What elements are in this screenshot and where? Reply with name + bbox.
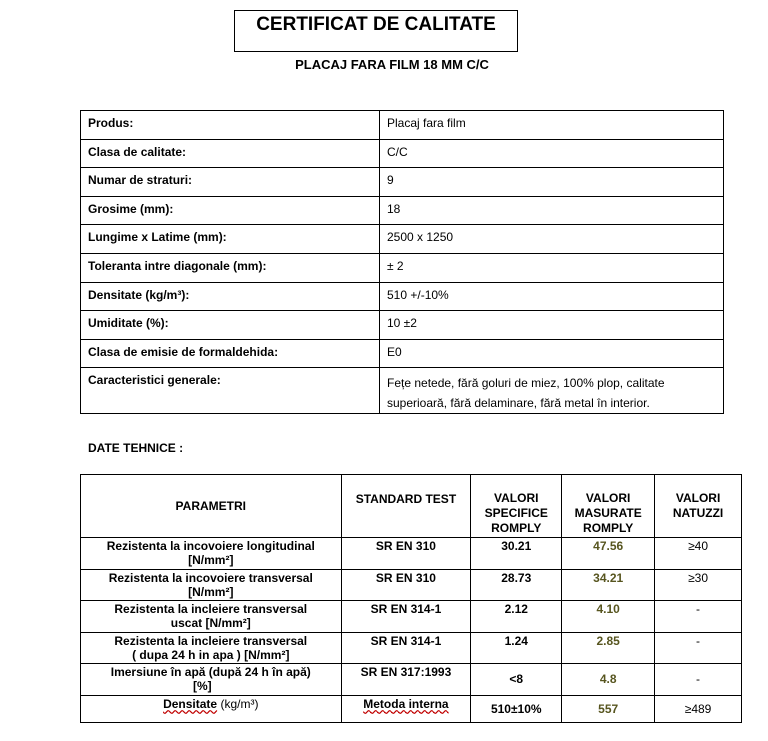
property-label: Densitate (kg/m³): <box>81 282 380 311</box>
param-unit: [%] <box>193 679 212 693</box>
property-label: Lungime x Latime (mm): <box>81 225 380 254</box>
natuzzi-cell: - <box>655 601 742 633</box>
header-line: VALORI <box>675 491 721 505</box>
standard-cell: SR EN 317:1993 <box>341 664 471 696</box>
header-standard: STANDARD TEST <box>341 475 471 538</box>
product-subtitle: PLACAJ FARA FILM 18 MM C/C <box>295 57 489 72</box>
property-value: C/C <box>380 139 724 168</box>
param-line: Densitate <box>163 696 218 711</box>
property-value-line: superioară, fără delaminare, fără metal în interior. <box>387 396 650 411</box>
property-label: Umiditate (%): <box>81 311 380 340</box>
header-spec <box>471 475 562 538</box>
property-row <box>81 282 724 311</box>
header-line: MASURATE <box>574 506 642 520</box>
property-label: Numar de straturi: <box>81 168 380 197</box>
standard-cell <box>341 695 471 722</box>
table-row <box>81 664 742 696</box>
standard-cell: SR EN 310 <box>341 538 471 570</box>
table-row <box>81 538 742 570</box>
property-value: Placaj fara film <box>380 111 724 140</box>
header-line: NATUZZI <box>672 506 724 520</box>
measured-cell: 4.8 <box>562 664 655 696</box>
standard-cell: SR EN 314-1 <box>341 601 471 633</box>
standard-cell: SR EN 310 <box>341 569 471 601</box>
property-row <box>81 253 724 282</box>
spec-cell: 1.24 <box>471 632 562 664</box>
header-line: VALORI <box>585 491 631 505</box>
property-label: Clasa de emisie de formaldehida: <box>81 339 380 368</box>
spec-cell: 510±10% <box>471 695 562 722</box>
technical-data-table <box>80 474 742 723</box>
spec-cell: 28.73 <box>471 569 562 601</box>
param-cell <box>81 695 342 722</box>
spec-cell: 2.12 <box>471 601 562 633</box>
header-line: ROMPLY <box>491 521 542 535</box>
property-row <box>81 168 724 197</box>
table-row <box>81 632 742 664</box>
table-row <box>81 601 742 633</box>
natuzzi-cell: ≥40 <box>655 538 742 570</box>
tech-section-title: DATE TEHNICE : <box>88 441 184 455</box>
measured-cell: 557 <box>562 695 655 722</box>
property-label: Produs: <box>81 111 380 140</box>
param-cell <box>81 664 342 696</box>
property-value: 2500 x 1250 <box>380 225 724 254</box>
param-cell <box>81 601 342 633</box>
certificate-title: CERTIFICAT DE CALITATE <box>234 10 518 52</box>
property-row <box>81 139 724 168</box>
table-row <box>81 569 742 601</box>
property-value: 10 ±2 <box>380 311 724 340</box>
product-properties-table <box>80 110 724 414</box>
param-unit: [N/mm²] <box>188 553 234 567</box>
standard-text: Metoda interna <box>363 696 449 711</box>
property-value: 510 +/-10% <box>380 282 724 311</box>
property-value: E0 <box>380 339 724 368</box>
property-row <box>81 111 724 140</box>
standard-cell: SR EN 314-1 <box>341 632 471 664</box>
header-line: ROMPLY <box>583 521 634 535</box>
param-cell <box>81 538 342 570</box>
property-value <box>380 368 724 414</box>
header-line: VALORI <box>494 491 539 505</box>
param-cell <box>81 569 342 601</box>
param-cell <box>81 632 342 664</box>
property-value: 9 <box>380 168 724 197</box>
header-natuzzi <box>655 475 742 538</box>
header-param: PARAMETRI <box>81 475 342 538</box>
measured-cell: 47.56 <box>562 538 655 570</box>
param-line: Rezistenta la incovoiere transversal <box>108 570 313 585</box>
property-row <box>81 196 724 225</box>
spec-cell: 30.21 <box>471 538 562 570</box>
property-label: Grosime (mm): <box>81 196 380 225</box>
property-label: Caracteristici generale: <box>81 368 380 414</box>
spec-cell: <8 <box>471 664 562 696</box>
param-line: Rezistenta la incovoiere longitudinal <box>106 539 315 553</box>
table-header-row <box>81 475 742 538</box>
natuzzi-cell: - <box>655 632 742 664</box>
param-line: Rezistenta la incleiere transversal <box>114 602 308 616</box>
param-unit: (kg/m³) <box>220 696 259 711</box>
param-line: Imersiune în apă (după 24 h în apă) <box>110 665 311 679</box>
property-value-line: Fețe netede, fără goluri de miez, 100% plop, calitate <box>387 376 665 391</box>
natuzzi-cell: - <box>655 664 742 696</box>
property-row <box>81 311 724 340</box>
property-row <box>81 368 724 414</box>
property-row <box>81 225 724 254</box>
natuzzi-cell: ≥30 <box>655 569 742 601</box>
param-unit: uscat [N/mm²] <box>170 616 251 630</box>
measured-cell: 2.85 <box>562 632 655 664</box>
param-unit: [N/mm²] <box>188 584 234 599</box>
property-label: Clasa de calitate: <box>81 139 380 168</box>
measured-cell: 4.10 <box>562 601 655 633</box>
table-row <box>81 695 742 722</box>
property-value: 18 <box>380 196 724 225</box>
header-measured <box>562 475 655 538</box>
natuzzi-cell: ≥489 <box>655 695 742 722</box>
measured-cell: 34.21 <box>562 569 655 601</box>
param-line: Rezistenta la incleiere transversal <box>114 633 308 648</box>
property-value: ± 2 <box>380 253 724 282</box>
property-row <box>81 339 724 368</box>
header-line: SPECIFICE <box>484 506 548 520</box>
param-unit: ( dupa 24 h in apa ) [N/mm²] <box>132 647 290 662</box>
property-label: Toleranta intre diagonale (mm): <box>81 253 380 282</box>
